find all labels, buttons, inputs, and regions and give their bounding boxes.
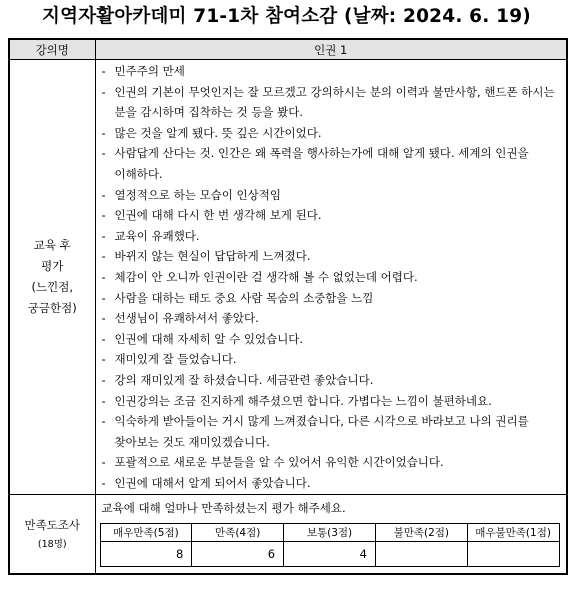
feedback-item-text: 인권에 대해 자세히 알 수 있었습니다.	[114, 331, 304, 346]
feedback-item-text: 인권의 기본이 무엇인지는 잘 모르겠고 강의하시는 분의 이력과 불만사항, 핸드폰 하시는 분을 감시하며 집착하는 것 등을 봤다.	[114, 84, 555, 120]
feedback-item-text: 교육이 유쾌했다.	[114, 228, 200, 243]
feedback-item-text: 체감이 안 오니까 인권이란 걸 생각해 볼 수 없었는데 어렵다.	[114, 269, 418, 284]
feedback-item	[102, 61, 561, 82]
feedback-list	[96, 60, 567, 494]
bullet-dash: -	[101, 331, 106, 346]
feedback-item-text: 익숙하게 받아들이는 거시 많게 느껴졌습니다, 다른 시각으로 바라보고 나의 권리를 찾아보는 것도 재미있겠습니다.	[114, 414, 529, 449]
rating-value-4: 6	[192, 542, 284, 567]
feedback-item	[102, 411, 561, 452]
feedback-item-text: 사람답게 산다는 것. 인간은 왜 폭력을 행사하는가에 대해 알게 됐다. 세계의 인권을 이해하다.	[114, 146, 529, 181]
feedback-label	[9, 60, 95, 495]
feedback-item	[102, 82, 561, 123]
survey-cell	[95, 495, 567, 575]
evaluation-table	[8, 38, 568, 575]
feedback-item-text: 선생님이 유쾌하셔서 좋았다.	[114, 311, 259, 326]
feedback-item	[102, 308, 561, 329]
feedback-item-text: 열정적으로 하는 모습이 인상적임	[114, 187, 281, 202]
feedback-item	[102, 288, 561, 309]
survey-label-text: 만족도조사	[24, 517, 81, 532]
rating-header-row	[100, 524, 559, 542]
feedback-item-text: 민주주의 만세	[114, 64, 185, 78]
feedback-item-text: 인권에 대해서 알게 되어서 좋았습니다.	[114, 475, 311, 490]
bullet-dash: -	[101, 64, 106, 78]
bullet-dash: -	[101, 269, 106, 284]
bullet-dash: -	[101, 228, 106, 243]
feedback-item	[102, 329, 561, 350]
rating-header-1: 매우불만족(1점)	[467, 524, 559, 542]
bullet-dash: -	[101, 455, 106, 470]
feedback-item	[102, 226, 561, 247]
survey-row	[9, 495, 567, 575]
bullet-dash: -	[101, 125, 106, 140]
feedback-row	[9, 60, 567, 495]
feedback-item-text: 인권에 대해 다시 한 번 생각해 보게 된다.	[114, 208, 322, 223]
feedback-item-text: 바뀌지 않는 현실이 답답하게 느껴졌다.	[114, 249, 311, 264]
bullet-dash: -	[101, 475, 106, 490]
feedback-item-text: 재미있게 잘 들었습니다.	[114, 352, 237, 367]
feedback-label-line4: 궁금한점)	[27, 301, 77, 316]
page-title: 지역자활아카데미 71-1차 참여소감 (날짜: 2024. 6. 19)	[42, 6, 531, 27]
feedback-item-text: 강의 재미있게 잘 하셨습니다. 세금관련 좋았습니다.	[114, 372, 374, 387]
feedback-label-line1: 교육 후	[33, 238, 71, 253]
feedback-item-text: 포괄적으로 새로운 부분들을 알 수 있어서 유익한 시간이었습니다.	[114, 455, 444, 470]
lecture-name-header: 강의명	[9, 39, 95, 60]
rating-value-row	[100, 542, 559, 567]
feedback-item	[102, 349, 561, 370]
rating-value-3: 4	[284, 542, 376, 567]
feedback-item	[102, 267, 561, 288]
feedback-item	[102, 473, 561, 494]
rating-value-2	[375, 542, 467, 567]
bullet-dash: -	[101, 372, 106, 387]
bullet-dash: -	[101, 352, 106, 367]
rating-value-5: 8	[100, 542, 192, 567]
rating-header-2: 불만족(2점)	[375, 524, 467, 542]
feedback-item	[102, 205, 561, 226]
feedback-cell	[95, 60, 567, 495]
feedback-item-text: 사람을 대하는 태도 중요 사람 목숨의 소중함을 느낌	[114, 290, 374, 305]
rating-header-5: 매우만족(5점)	[100, 524, 192, 542]
feedback-label-line2: 평가	[41, 259, 64, 274]
bullet-dash: -	[101, 146, 106, 161]
rating-value-1	[467, 542, 559, 567]
feedback-item	[102, 143, 561, 184]
bullet-dash: -	[101, 84, 106, 99]
bullet-dash: -	[101, 187, 106, 202]
bullet-dash: -	[101, 311, 106, 326]
feedback-item	[102, 391, 561, 412]
feedback-item-text: 많은 것을 알게 됐다. 뜻 깊은 시간이었다.	[114, 125, 322, 140]
feedback-item	[102, 246, 561, 267]
bullet-dash: -	[101, 249, 106, 264]
bullet-dash: -	[101, 290, 106, 305]
rating-table	[100, 523, 560, 567]
header-row	[9, 39, 567, 60]
feedback-item	[102, 185, 561, 206]
rating-header-3: 보통(3점)	[284, 524, 376, 542]
bullet-dash: -	[101, 393, 106, 408]
feedback-item	[102, 123, 561, 144]
lecture-name-value: 인권 1	[95, 39, 567, 60]
feedback-item-text: 인권강의는 조금 진지하게 해주셨으면 합니다. 가볍다는 느낌이 불편하네요.	[114, 393, 492, 408]
survey-question: 교육에 대해 얼마나 만족하셨는지 평가 해주세요.	[101, 501, 346, 516]
survey-label	[9, 495, 95, 575]
feedback-item	[102, 370, 561, 391]
rating-header-4: 만족(4점)	[192, 524, 284, 542]
feedback-label-line3: (느낀점,	[31, 280, 73, 295]
survey-count: (18명)	[37, 538, 67, 550]
bullet-dash: -	[101, 414, 106, 429]
feedback-item	[102, 452, 561, 473]
bullet-dash: -	[101, 208, 106, 223]
